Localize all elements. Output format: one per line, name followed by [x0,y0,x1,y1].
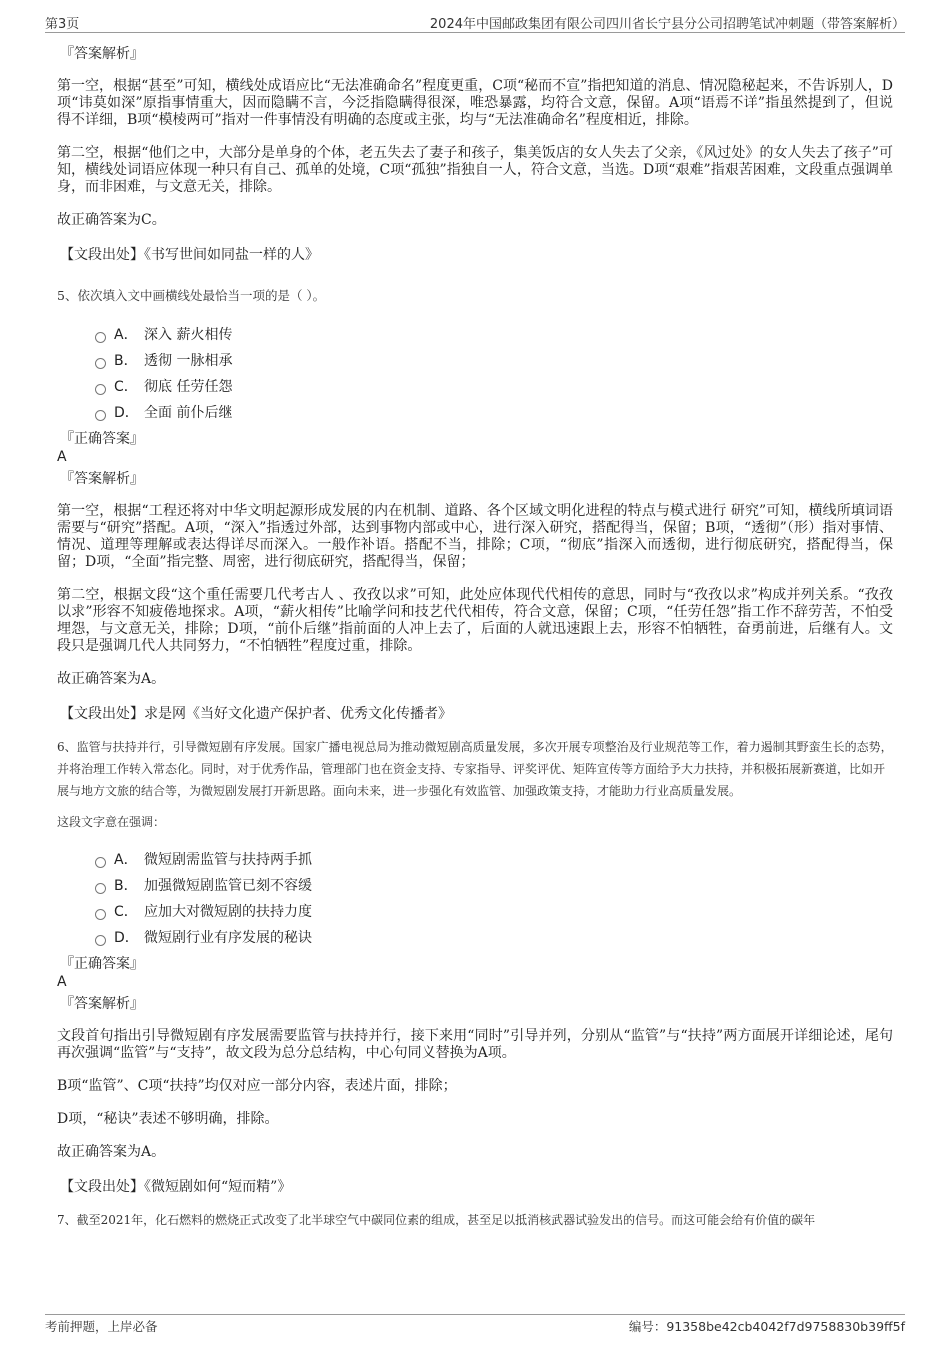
q5-options [95,321,893,425]
q5-answer-label: 『正确答案』 [60,431,144,447]
option-text: 微短剧行业有序发展的秘诀 [144,930,312,946]
radio-button-icon[interactable] [95,410,106,421]
q4-analysis-label: 『答案解析』 [60,46,144,62]
footer-slogan: 考前押题，上岸必备 [45,1319,158,1334]
option-text: 全面 前仆后继 [144,405,233,421]
option-text: 彻底 任劳任怨 [144,379,233,395]
document-content [57,44,893,1241]
q6-answer-conclusion: 故正确答案为A。 [57,1144,166,1160]
q6-source: 【文段出处】《微短剧如何“短而精”》 [60,1179,292,1195]
q5-answer: A [57,449,67,465]
q6-prompt: 这段文字意在强调： [57,815,166,829]
option-letter: D． [114,930,139,946]
radio-button-icon[interactable] [95,909,106,920]
q4-analysis-para-1: 第一空，根据“甚至”可知，横线处成语应比“无法准确命名”程度更重，C项“秘而不宣”指把知道的消息、情况隐秘起来，不告诉别人，D项“讳莫如深”原指事情重大，因而隐瞒不言，今泛指隐瞒得很深，唯恐暴露，均符合文意，保留。A项“语焉不详”指虽然提到了，但说得不详细，B项“模棱两可”指对一件事情没有明确的态度或主张，均与“无法准确命名”程度相近，排除。 [57,78,893,128]
option-text: 微短剧需监管与扶持两手抓 [144,852,312,868]
q5-analysis-label: 『答案解析』 [60,471,144,487]
q6-options [95,846,893,950]
q5-option-d[interactable] [95,399,893,425]
document-id: 编号：91358be42cb4042f7d9758830b39ff5f [628,1319,905,1334]
q6-analysis-para-3: D项，“秘诀”表述不够明确，排除。 [57,1111,279,1127]
page-number: 第3页 [45,17,80,32]
q5-analysis-para-1: 第一空，根据“工程还将对中华文明起源形成发展的内在机制、道路、各个区域文明化进程的特点与模式进行 研究”可知，横线所填词语需要与“研究”搭配。A项，“深入”指透过外部，达到事物内部或中心，进行深入研究，搭配得当，保留；B项，“透彻”（形）指对事情、情况、道理等理解或表达得详尽而深入。一般作补语。搭配不当，排除；C项，“彻底”指深入而透彻，进行彻底研究，搭配得当，保留；D项，“全面”指完整、周密，进行彻底研究，搭配得当，保留； [57,503,893,570]
q5-source: 【文段出处】求是网《当好文化遗产保护者、优秀文化传播者》 [60,706,452,722]
q7-passage: 7、截至2021年，化石燃料的燃烧正式改变了北半球空气中碳同位素的组成，甚至足以抵消核武器试验发出的信号。而这可能会给有价值的碳年 [57,1213,816,1227]
q4-analysis-para-2: 第二空，根据“他们之中，大部分是单身的个体，老五失去了妻子和孩子，集美饭店的女人失去了父亲，《风过处》的女人失去了孩子”可知，横线处词语应体现一种只有自己、孤单的处境，C项“孤独”指独自一人，符合文意，当选。D项“艰难”指艰苦困难，文段重点强调单身，而非困难，与文意无关，排除。 [57,145,893,195]
option-text: 深入 薪火相传 [144,327,233,343]
radio-button-icon[interactable] [95,332,106,343]
option-text: 应加大对微短剧的扶持力度 [144,904,312,920]
q6-analysis-label: 『答案解析』 [60,996,144,1012]
radio-button-icon[interactable] [95,857,106,868]
radio-button-icon[interactable] [95,883,106,894]
q5-option-c[interactable] [95,373,893,399]
option-text: 加强微短剧监管已刻不容缓 [144,878,312,894]
q6-answer: A [57,974,67,990]
option-letter: A． [114,327,138,343]
q6-option-a[interactable] [95,846,893,872]
q5-analysis-para-2: 第二空，根据文段“这个重任需要几代考古人 、孜孜以求”可知，此处应体现代代相传的意思，同时与“孜孜以求”构成并列关系。“孜孜以求”形容不知疲倦地探求。A项，“薪火相传”比喻学问和技艺代代相传，符合文意，保留；C项，“任劳任怨”指工作不辞劳苦，不怕受埋怨，与文意无关，排除；D项，“前仆后继”指前面的人冲上去了，后面的人就迅速跟上去，形容不怕牺牲，奋勇前进，后继有人。文段只是强调几代人共同努力，“不怕牺牲”程度过重，排除。 [57,587,893,654]
option-letter: C． [114,379,138,395]
option-letter: C． [114,904,138,920]
page-footer [45,1314,905,1333]
document-title: 2024年中国邮政集团有限公司四川省长宁县分公司招聘笔试冲刺题（带答案解析） [429,17,905,32]
q6-analysis-para-2: B项“监管”、C项“扶持”均仅对应一部分内容，表述片面，排除； [57,1078,457,1094]
page-header [45,12,905,33]
q6-answer-label: 『正确答案』 [60,956,144,972]
q5-question: 5、依次填入文中画横线处最恰当一项的是（ ）。 [57,288,326,303]
radio-button-icon[interactable] [95,358,106,369]
q6-option-d[interactable] [95,924,893,950]
option-letter: D． [114,405,139,421]
q6-passage: 6、监管与扶持并行，引导微短剧有序发展。国家广播电视总局为推动微短剧高质量发展，多次开展专项整治及行业规范等工作，着力遏制其野蛮生长的态势，并将治理工作转入常态化。同时，对于优秀作品，管理部门也在资金支持、专家指导、评奖评优、矩阵宣传等方面给予大力扶持，并积极拓展新赛道，比如开展与地方文旅的结合等，为微短剧发展打开新思路。面向未来，进一步强化有效监管、加强政策支持，才能助力行业高质量发展。 [57,740,893,798]
option-text: 透彻 一脉相承 [144,353,233,369]
q4-answer-conclusion: 故正确答案为C。 [57,212,166,228]
option-letter: B． [114,353,138,369]
q5-option-b[interactable] [95,347,893,373]
radio-button-icon[interactable] [95,935,106,946]
q6-option-b[interactable] [95,872,893,898]
radio-button-icon[interactable] [95,384,106,395]
q4-source: 【文段出处】《书写世间如同盐一样的人》 [60,247,319,263]
q5-answer-conclusion: 故正确答案为A。 [57,671,166,687]
q6-option-c[interactable] [95,898,893,924]
q5-option-a[interactable] [95,321,893,347]
q6-analysis-para-1: 文段首句指出引导微短剧有序发展需要监管与扶持并行，接下来用“同时”引导并列，分别从“监管”与“扶持”两方面展开详细论述，尾句再次强调“监管”与“支持”，故文段为总分总结构，中心句同义替换为A项。 [57,1028,893,1061]
option-letter: B． [114,878,138,894]
option-letter: A． [114,852,138,868]
